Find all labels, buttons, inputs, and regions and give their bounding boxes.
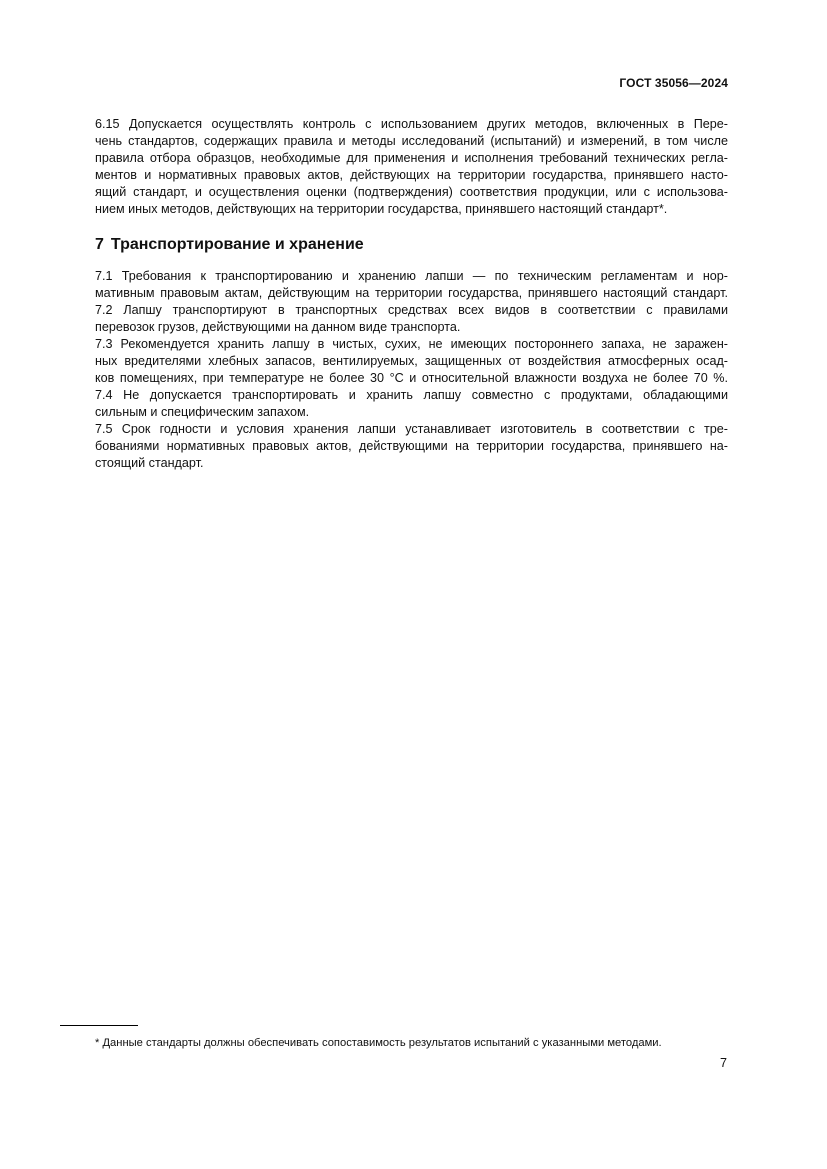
page-number: 7	[719, 1056, 727, 1070]
section-heading	[95, 236, 364, 254]
clause-7-3	[95, 336, 728, 387]
clause-line: чень стандартов, содержащих правила и методы исследований (испытаний) и измерений, в том числе	[95, 134, 728, 148]
clause-line: нием иных методов, действующих на территории государства, принявшего настоящий стандарт*.	[95, 202, 668, 216]
clause-line: мативным правовым актам, действующим на территории государства, принявшего настоящий стандарт.	[95, 286, 728, 300]
clause-line: сильным и специфическим запахом.	[95, 405, 310, 419]
footnote: * Данные стандарты должны обеспечивать сопоставимость результатов испытаний с указанными методами.	[95, 1037, 662, 1049]
clause-line: стоящий стандарт.	[95, 456, 204, 470]
clause-line: ментов и нормативных правовых актов, действующих на территории государства, принявшего насто-	[95, 168, 728, 182]
clause-line: перевозок грузов, действующими на данном виде транспорта.	[95, 320, 461, 334]
clause-line: бованиями нормативных правовых актов, действующими на территории государства, принявшего на-	[95, 439, 728, 453]
clause-line: 7.3 Рекомендуется хранить лапшу в чистых, сухих, не имеющих постороннего запаха, не заражен-	[95, 337, 728, 351]
document-code: ГОСТ 35056—2024	[619, 76, 728, 90]
clause-line: 7.1 Требования к транспортированию и хранению лапши — по техническим регламентам и нор-	[95, 269, 728, 283]
clause-line: ящий стандарт, и осуществления оценки (подтверждения) соответствия продукции, или с использова-	[95, 185, 728, 199]
clause-line: 7.5 Срок годности и условия хранения лапши устанавливает изготовитель в соответствии с тре-	[95, 422, 728, 436]
clause-7-1	[95, 268, 728, 302]
clause-line: 7.2 Лапшу транспортируют в транспортных средствах всех видов в соответствии с правилами	[95, 303, 728, 317]
clause-7-5	[95, 421, 728, 472]
clause-line: правила отбора образцов, необходимые для применения и исполнения требований технических регла-	[95, 151, 728, 165]
clause-line: 7.4 Не допускается транспортировать и хранить лапшу совместно с продуктами, обладающими	[95, 388, 728, 402]
footnote-separator	[60, 1025, 138, 1026]
clause-7-2	[95, 302, 728, 336]
clause-7-4	[95, 387, 728, 421]
clause-line: ных вредителями хлебных запасов, вентилируемых, защищенных от воздействия атмосферных осад-	[95, 354, 728, 368]
clause-line: ков помещениях, при температуре не более 30 °С и относительной влажности воздуха не более 70 %.	[95, 371, 728, 385]
section-number: 7	[95, 236, 104, 253]
clause-6-15	[95, 116, 728, 218]
clause-line: 6.15 Допускается осуществлять контроль с использованием других методов, включенных в Пере-	[95, 117, 728, 131]
section-title: Транспортирование и хранение	[110, 236, 364, 253]
